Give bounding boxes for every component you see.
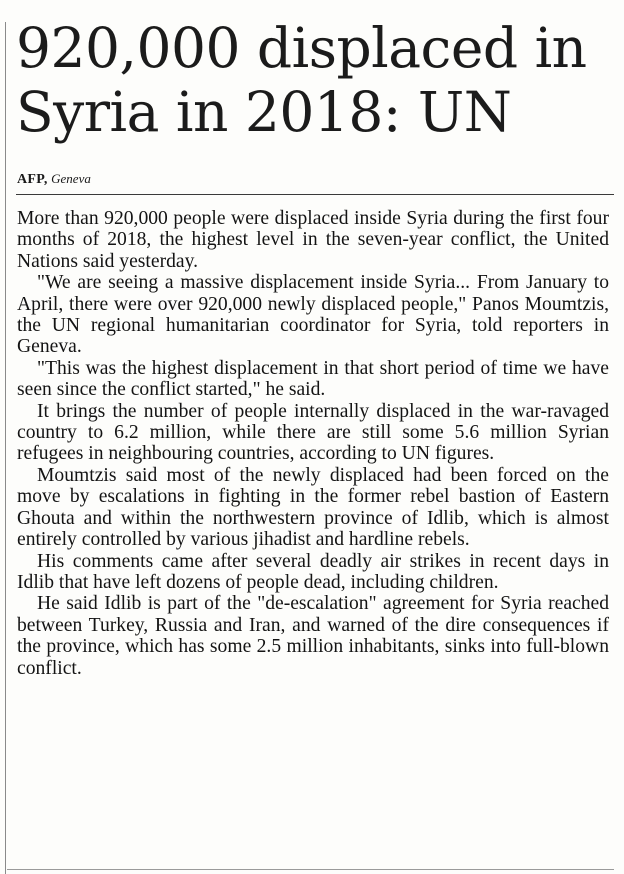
article-paragraph: More than 920,000 people were displaced inside Syria during the first four months of 2018, the highest level in the seven-year conflict, the United Nations said yesterday. <box>17 208 609 272</box>
byline-divider <box>16 194 614 195</box>
column-rule-left <box>5 22 6 874</box>
byline <box>17 171 91 188</box>
byline-location: Geneva <box>51 171 91 186</box>
article-paragraph: He said Idlib is part of the "de-escalation" agreement for Syria reached between Turkey, Russia and Iran, and warned of the dire consequences if the province, which has some 2.5 million inhabitants, sinks into full-blown conflict. <box>17 593 609 679</box>
article-paragraph: "This was the highest displacement in that short period of time we have seen since the conflict started," he said. <box>17 357 609 401</box>
article-paragraph: Moumtzis said most of the newly displaced had been forced on the move by escalations in fighting in the former rebel bastion of Eastern Ghouta and within the northwestern province of Idlib, which is almost entirely controlled by various jihadist and hardline rebels. <box>17 464 609 551</box>
bottom-rule <box>7 869 614 870</box>
byline-agency: AFP, <box>17 172 48 187</box>
article-paragraph: His comments came after several deadly air strikes in recent days in Idlib that have left dozens of people dead, including children. <box>17 550 609 593</box>
article-paragraph: It brings the number of people internally displaced in the war-ravaged country to 6.2 million, while there are still some 5.6 million Syrian refugees in neighbouring countries, according to UN figures. <box>17 400 609 465</box>
article-paragraph: "We are seeing a massive displacement inside Syria... From January to April, there were over 920,000 newly displaced people," Panos Moumtzis, the UN regional humanitarian coordinator for Syria, told reporters in Geneva. <box>17 272 609 358</box>
headline: 920,000 displaced in Syria in 2018: UN <box>16 16 587 144</box>
article-body <box>17 208 609 679</box>
